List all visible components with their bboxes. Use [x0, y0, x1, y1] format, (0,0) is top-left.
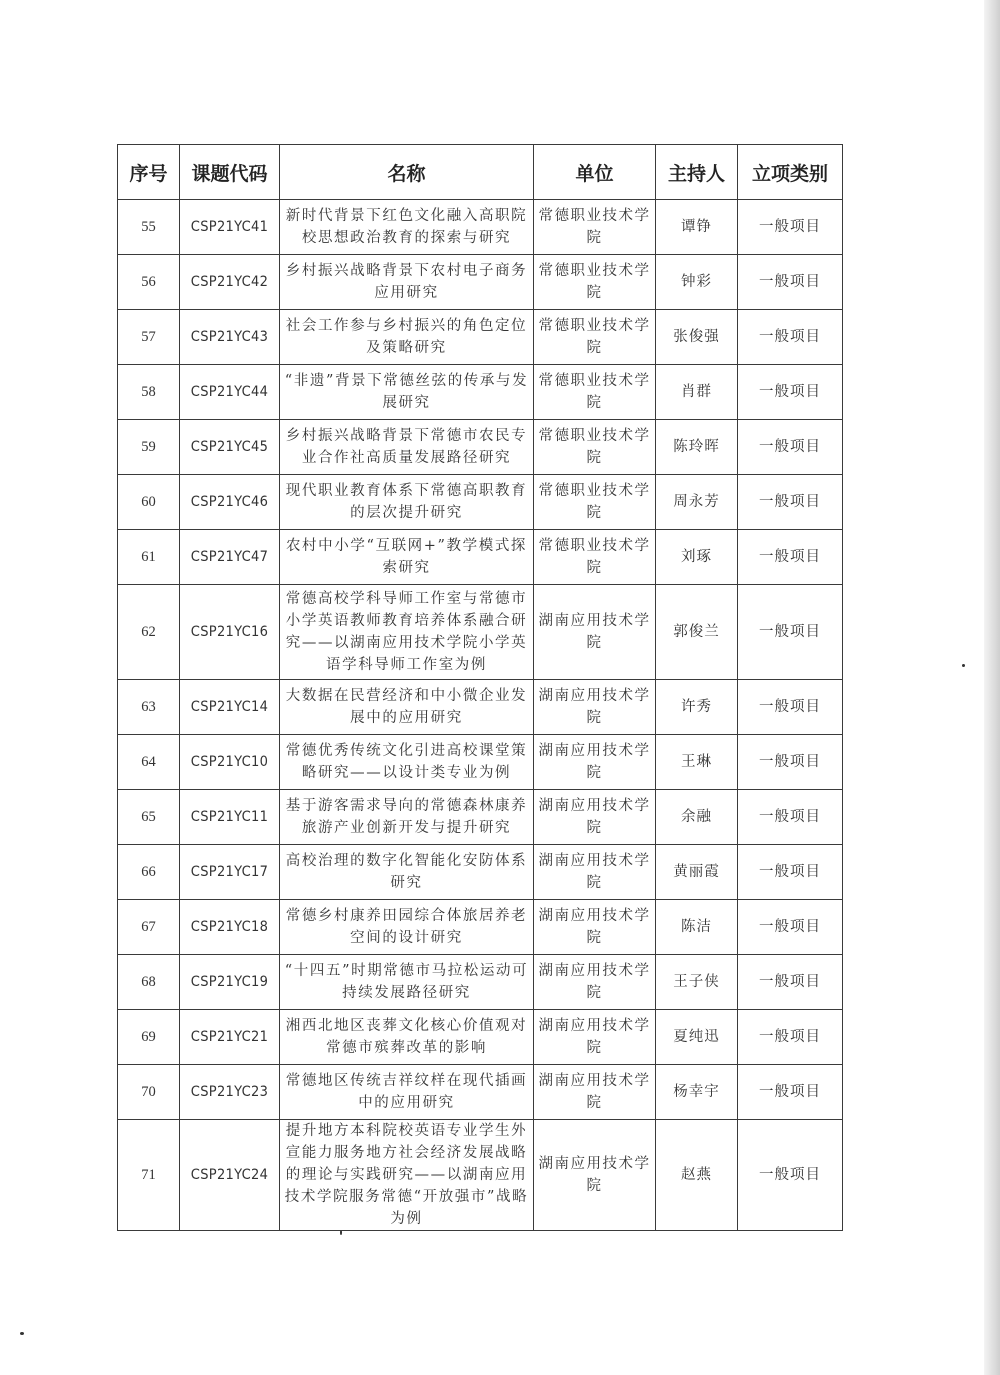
row-title: 乡村振兴战略背景下农村电子商务应用研究 [280, 255, 534, 310]
row-code: CSP21YC24 [180, 1120, 280, 1231]
row-title: 高校治理的数字化智能化安防体系研究 [280, 845, 534, 900]
row-number: 55 [118, 200, 180, 255]
row-category: 一般项目 [738, 790, 843, 845]
row-category: 一般项目 [738, 735, 843, 790]
row-category: 一般项目 [738, 585, 843, 680]
row-code: CSP21YC10 [180, 735, 280, 790]
row-title: 提升地方本科院校英语专业学生外宣能力服务地方社会经济发展战略的理论与实践研究——以湖南应用技术学院服务常德“开放强市”战略为例 [280, 1120, 534, 1231]
table-row [118, 1010, 843, 1065]
header-category: 立项类别 [738, 145, 843, 200]
row-category: 一般项目 [738, 200, 843, 255]
table-row [118, 680, 843, 735]
scan-speck [20, 1332, 24, 1335]
row-title: 湘西北地区丧葬文化核心价值观对常德市殡葬改革的影响 [280, 1010, 534, 1065]
row-code: CSP21YC45 [180, 420, 280, 475]
row-title: 现代职业教育体系下常德高职教育的层次提升研究 [280, 475, 534, 530]
row-number: 69 [118, 1010, 180, 1065]
row-code: CSP21YC44 [180, 365, 280, 420]
row-category: 一般项目 [738, 255, 843, 310]
header-unit: 单位 [534, 145, 656, 200]
row-title: 基于游客需求导向的常德森林康养旅游产业创新开发与提升研究 [280, 790, 534, 845]
row-number: 64 [118, 735, 180, 790]
row-unit: 常德职业技术学院 [534, 365, 656, 420]
row-category: 一般项目 [738, 310, 843, 365]
row-host: 赵燕 [656, 1120, 738, 1231]
row-number: 61 [118, 530, 180, 585]
row-unit: 湖南应用技术学院 [534, 735, 656, 790]
row-title: 社会工作参与乡村振兴的角色定位及策略研究 [280, 310, 534, 365]
row-category: 一般项目 [738, 845, 843, 900]
row-host: 杨幸宇 [656, 1065, 738, 1120]
row-number: 56 [118, 255, 180, 310]
row-number: 57 [118, 310, 180, 365]
table-row [118, 790, 843, 845]
row-number: 59 [118, 420, 180, 475]
table-row [118, 585, 843, 680]
row-code: CSP21YC47 [180, 530, 280, 585]
row-category: 一般项目 [738, 900, 843, 955]
row-category: 一般项目 [738, 955, 843, 1010]
table-row [118, 255, 843, 310]
row-host: 谭铮 [656, 200, 738, 255]
projects-table [117, 144, 843, 1231]
row-unit: 湖南应用技术学院 [534, 1120, 656, 1231]
row-number: 66 [118, 845, 180, 900]
row-code: CSP21YC14 [180, 680, 280, 735]
row-unit: 湖南应用技术学院 [534, 1010, 656, 1065]
row-unit: 常德职业技术学院 [534, 420, 656, 475]
row-category: 一般项目 [738, 1065, 843, 1120]
row-code: CSP21YC41 [180, 200, 280, 255]
row-category: 一般项目 [738, 530, 843, 585]
row-unit: 湖南应用技术学院 [534, 790, 656, 845]
row-title: 大数据在民营经济和中小微企业发展中的应用研究 [280, 680, 534, 735]
table-row [118, 900, 843, 955]
table-row [118, 310, 843, 365]
row-title: 常德高校学科导师工作室与常德市小学英语教师教育培养体系融合研究——以湖南应用技术学院小学英语学科导师工作室为例 [280, 585, 534, 680]
row-unit: 湖南应用技术学院 [534, 1065, 656, 1120]
row-code: CSP21YC43 [180, 310, 280, 365]
row-title: “十四五”时期常德市马拉松运动可持续发展路径研究 [280, 955, 534, 1010]
row-category: 一般项目 [738, 1120, 843, 1231]
row-unit: 湖南应用技术学院 [534, 585, 656, 680]
row-host: 张俊强 [656, 310, 738, 365]
row-code: CSP21YC21 [180, 1010, 280, 1065]
row-unit: 湖南应用技术学院 [534, 845, 656, 900]
row-number: 60 [118, 475, 180, 530]
row-number: 68 [118, 955, 180, 1010]
row-title: 农村中小学“互联网+”教学模式探索研究 [280, 530, 534, 585]
row-host: 钟彩 [656, 255, 738, 310]
row-code: CSP21YC42 [180, 255, 280, 310]
row-host: 肖群 [656, 365, 738, 420]
row-unit: 湖南应用技术学院 [534, 955, 656, 1010]
row-unit: 常德职业技术学院 [534, 530, 656, 585]
row-host: 王子侠 [656, 955, 738, 1010]
header-code: 课题代码 [180, 145, 280, 200]
row-code: CSP21YC11 [180, 790, 280, 845]
row-unit: 常德职业技术学院 [534, 475, 656, 530]
row-number: 62 [118, 585, 180, 680]
row-unit: 湖南应用技术学院 [534, 900, 656, 955]
row-host: 王琳 [656, 735, 738, 790]
row-host: 周永芳 [656, 475, 738, 530]
row-category: 一般项目 [738, 680, 843, 735]
header-row [118, 145, 843, 200]
row-title: 乡村振兴战略背景下常德市农民专业合作社高质量发展路径研究 [280, 420, 534, 475]
row-host: 夏纯迅 [656, 1010, 738, 1065]
row-unit: 常德职业技术学院 [534, 310, 656, 365]
row-unit: 常德职业技术学院 [534, 255, 656, 310]
row-host: 刘琢 [656, 530, 738, 585]
row-number: 67 [118, 900, 180, 955]
row-host: 郭俊兰 [656, 585, 738, 680]
table-row [118, 845, 843, 900]
row-category: 一般项目 [738, 420, 843, 475]
row-code: CSP21YC46 [180, 475, 280, 530]
scan-edge-shadow [984, 0, 1000, 1375]
row-number: 70 [118, 1065, 180, 1120]
row-host: 黄丽霞 [656, 845, 738, 900]
row-title: 常德乡村康养田园综合体旅居养老空间的设计研究 [280, 900, 534, 955]
row-host: 陈洁 [656, 900, 738, 955]
row-category: 一般项目 [738, 365, 843, 420]
table-row [118, 1065, 843, 1120]
row-code: CSP21YC17 [180, 845, 280, 900]
row-number: 65 [118, 790, 180, 845]
row-unit: 湖南应用技术学院 [534, 680, 656, 735]
row-host: 陈玲晖 [656, 420, 738, 475]
row-title: 常德优秀传统文化引进高校课堂策略研究——以设计类专业为例 [280, 735, 534, 790]
row-host: 许秀 [656, 680, 738, 735]
row-title: 新时代背景下红色文化融入高职院校思想政治教育的探索与研究 [280, 200, 534, 255]
table-row [118, 365, 843, 420]
row-category: 一般项目 [738, 1010, 843, 1065]
row-number: 71 [118, 1120, 180, 1231]
table-row [118, 955, 843, 1010]
header-host: 主持人 [656, 145, 738, 200]
scan-speck [962, 664, 965, 667]
table-row [118, 1120, 843, 1231]
table-row [118, 735, 843, 790]
table-row [118, 200, 843, 255]
row-code: CSP21YC19 [180, 955, 280, 1010]
table-row [118, 420, 843, 475]
row-title: 常德地区传统吉祥纹样在现代插画中的应用研究 [280, 1065, 534, 1120]
row-code: CSP21YC18 [180, 900, 280, 955]
row-code: CSP21YC23 [180, 1065, 280, 1120]
header-number: 序号 [118, 145, 180, 200]
row-unit: 常德职业技术学院 [534, 200, 656, 255]
row-number: 58 [118, 365, 180, 420]
table-row [118, 530, 843, 585]
header-title: 名称 [280, 145, 534, 200]
row-title: “非遗”背景下常德丝弦的传承与发展研究 [280, 365, 534, 420]
row-host: 余融 [656, 790, 738, 845]
row-category: 一般项目 [738, 475, 843, 530]
table-row [118, 475, 843, 530]
row-number: 63 [118, 680, 180, 735]
row-code: CSP21YC16 [180, 585, 280, 680]
